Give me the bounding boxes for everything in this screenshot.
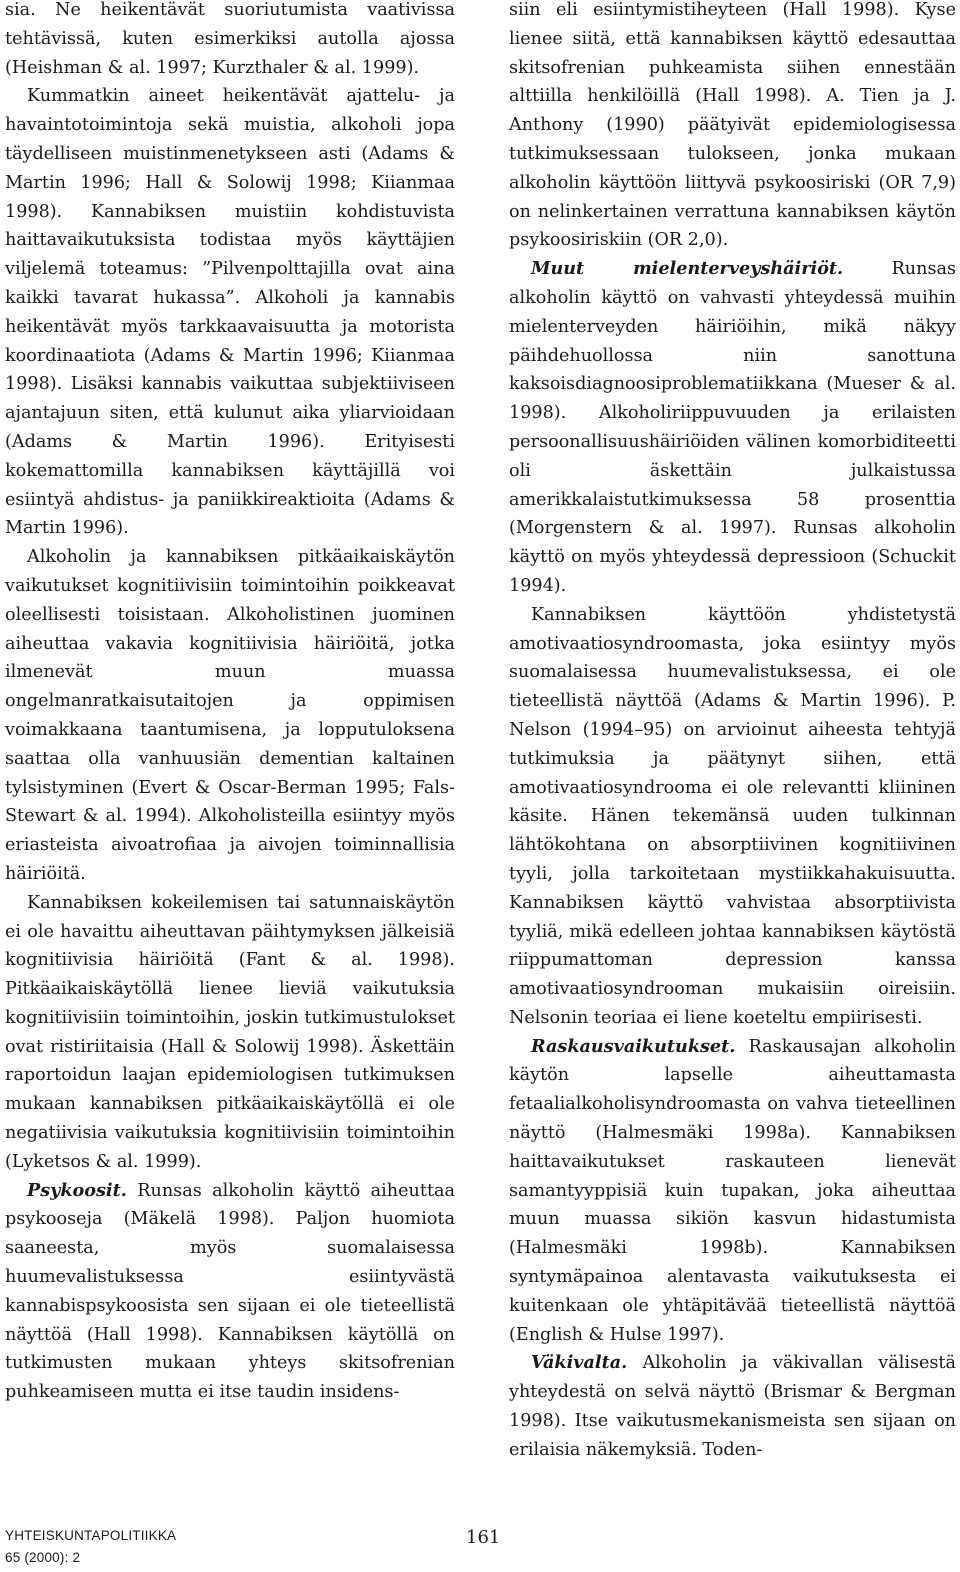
paragraph-psychoses [5,1177,455,1407]
paragraph-violence [509,1349,956,1464]
paragraph-pregnancy-text: Raskausajan alkoholin käytön lapselle aiheuttamasta fetaalialkoholisyndroomasta on vahva tieteellinen näyttö (Halmesmäki 1998a). Kannabiksen haittavaikutukset raskauteen lienevät samantyyppisiä kuin tupakan, joka aiheuttaa muun muassa sikiön kasvun hidastumista (Halmesmäki 1998b). Kannabiksen syntymäpainoa alentavasta vaikutuksesta ei kuitenkaan ole yhtäpitävää tieteellistä näyttöä (English & Hulse 1997). [509,1036,956,1345]
section-heading-vakivalta: Väkivalta. [531,1352,628,1374]
paragraph-other-disorders [509,255,956,601]
paragraph-cognition: Kummatkin aineet heikentävät ajattelu- ja havaintotoimintoja sekä muistia, alkoholi jopa täydelliseen muistinmenetykseen asti (Adams & Martin 1996; Hall & Solowij 1998; Kiianmaa 1998). Kannabiksen muistiin kohdistuvista haittavaikutuksista todistaa myös käyttäjien viljelemä toteamus: ”Pilvenpolttajilla ovat aina kaikki tavarat hukassa”. Alkoholi ja kannabis heikentävät myös tarkkaavaisuutta ja motorista koordinaatiota (Adams & Martin 1996; Kiianmaa 1998). Lisäksi kannabis vaikuttaa subjektiiviseen ajantajuun siten, että kulunut aika yliarvioidaan (Adams & Martin 1996). Erityisesti kokemattomilla kannabiksen käyttäjillä voi esiintyä ahdistus- ja paniikkireaktioita (Adams & Martin 1996). [5,86,455,539]
paragraph-violence-text: Alkoholin ja väkivallan välisestä yhteydestä on selvä näyttö (Brismar & Bergman 1998). Itse vaikutusmekanismeista sen sijaan on erilaisia näkemyksiä. Toden- [509,1353,956,1460]
paragraph-continuation: sia. Ne heikentävät suoriutumista vaativissa tehtävissä, kuten esimerkiksi autolla ajossa (Heishman & al. 1997; Kurzthaler & al. 1999). [5,0,455,78]
section-heading-raskausvaikutukset: Raskausvaikutukset. [531,1035,736,1057]
journal-name: YHTEISKUNTAPOLITIIKKA [5,1528,177,1543]
paragraph-long-term-effects: Alkoholin ja kannabiksen pitkäaikaiskäytön vaikutukset kognitiivisiin toimintoihin poikkeavat oleellisesti toisistaan. Alkoholistinen juominen aiheuttaa vakavia kognitiivisia häiriöitä, jotka ilmenevät muun muassa ongelmanratkaisutaitojen ja oppimisen voimakkaana taantumisena, ja lopputuloksena saattaa olla vanhuusiän dementian kaltainen tylsistyminen (Evert & Oscar-Berman 1995; Fals-Stewart & al. 1994). Alkoholisteilla esiintyy myös eriasteista aivoatrofiaa ja aivojen toiminnallisia häiriöitä. [5,547,455,884]
paragraph-cannabis-cognition: Kannabiksen kokeilemisen tai satunnaiskäytön ei ole havaittu aiheuttavan päihtymyksen jälkeisiä kognitiivisia häiriöitä (Fant & al. 1998). Pitkäaikaiskäytöllä lienee lieviä vaikutuksia kognitiivisiin toimintoihin, joskin tutkimustulokset ovat ristiriitaisia (Hall & Solowij 1998). Äskettäin raportoidun laajan epidemiologisen tutkimuksen mukaan kannabiksen pitkäaikaiskäytöllä ei ole negatiivisia vaikutuksia kognitiivisiin toimintoihin (Lyketsos & al. 1999). [5,892,455,1172]
page-number: 161 [466,1527,501,1548]
right-column [509,0,956,1465]
left-column [5,0,455,1407]
footer-journal-info [5,1525,176,1569]
section-heading-psykoosit: Psykoosit. [27,1179,127,1201]
paragraph-pregnancy [509,1033,956,1350]
paragraph-psychosis-continuation: siin eli esiintymistiheyteen (Hall 1998). Kyse lienee siitä, että kannabiksen käyttö edesauttaa skitsofrenian puhkeamista siihen ennestään alttiilla henkilöillä (Hall 1998). A. Tien ja J. Anthony (1990) päätyivät epidemiologisessa tutkimuksessaan tulokseen, jonka mukaan alkoholin käyttöön liittyvä psykoosiriski (OR 7,9) on nelinkertainen verrattuna kannabiksen käytön psykoosiriskiin (OR 2,0). [509,0,956,251]
section-heading-muut-mielenterveyshairiot: Muut mielenterveyshäiriöt. [531,258,844,280]
journal-issue: 65 (2000): 2 [5,1550,81,1565]
paragraph-other-disorders-text: Runsas alkoholin käyttö on vahvasti yhteydessä muihin mielenterveyden häiriöihin, mikä näkyy päihdehuollossa niin sanottuna kaksoisdiagnoosiproblematiikkana (Mueser & al. 1998). Alkoholiriippuvuuden ja erilaisten persoonallisuushäiriöiden välinen komorbiditeetti oli äskettäin julkaistussa amerikkalaistutkimuksessa 58 prosenttia (Morgenstern & al. 1997). Runsas alkoholin käyttö on myös yhteydessä depressioon (Schuckit 1994). [509,259,956,596]
paragraph-amotivation: Kannabiksen käyttöön yhdistetystä amotivaatiosyndroomasta, joka esiintyy myös suomalaisessa huumevalistuksessa, ei ole tieteellistä näyttöä (Adams & Martin 1996). P. Nelson (1994–95) on arvioinut aiheesta tehtyjä tutkimuksia ja päätynyt siihen, että amotivaatiosyndrooma ei ole relevantti kliininen käsite. Hänen tekemänsä uuden tulkinnan lähtökohtana on absorptiivinen kognitiivinen tyyli, jolla tarkoitetaan mystiikkahakuisuutta. Kannabiksen käyttö vahvistaa absorptiivista tyyliä, mikä edelleen johtaa kannabiksen käytöstä riippumattoman depression kanssa amotivaatiosyndrooman mukaisiin oireisiin. Nelsonin teoriaa ei liene koeteltu empiirisesti. [509,604,956,1028]
paragraph-psychoses-text: Runsas alkoholin käyttö aiheuttaa psykooseja (Mäkelä 1998). Paljon huomiota saaneesta, myös suomalaisessa huumevalistuksessa esiintyvästä kannabispsykoosista sen sijaan ei ole tieteellistä näyttöä (Hall 1998). Kannabiksen käytöllä on tutkimusten mukaan yhteys skitsofrenian puhkeamiseen mutta ei itse taudin insidens- [5,1180,455,1403]
